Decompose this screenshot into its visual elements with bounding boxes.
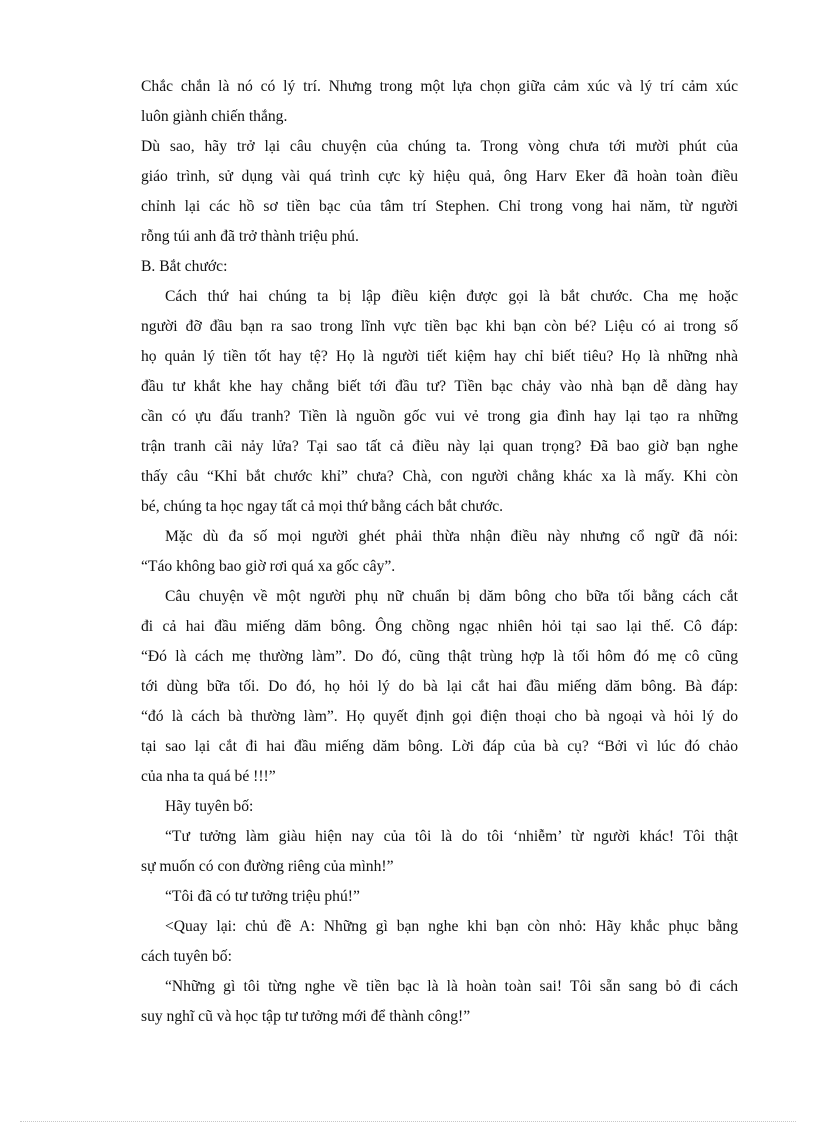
text-line: cách tuyên bố: xyxy=(141,948,232,965)
text-line: “Táo không bao giờ rơi quá xa gốc cây”. xyxy=(141,558,396,575)
page-bottom-divider xyxy=(20,1121,796,1122)
text-line: bé, chúng ta học ngay tất cả mọi thứ bằng cách bắt chước. xyxy=(141,498,504,515)
body-text xyxy=(141,72,738,1032)
text-line: <Quay lại: chủ đề A: Những gì bạn nghe khi bạn còn nhỏ: Hãy khắc phục bằng xyxy=(165,918,738,935)
text-line: Chắc chắn là nó có lý trí. Nhưng trong một lựa chọn giữa cảm xúc và lý trí cảm xúc xyxy=(141,78,738,95)
text-line: đầu tư khắt khe hay chẳng biết tới đầu tư? Tiền bạc chảy vào nhà bạn dễ dàng hay xyxy=(141,378,738,395)
text-line: trận tranh cãi nảy lửa? Tại sao tất cả điều này lại quan trọng? Đã bao giờ bạn nghe xyxy=(141,438,738,455)
text-line: B. Bắt chước: xyxy=(141,258,228,275)
text-line: cần có ựu đấu tranh? Tiền là nguồn gốc vui vẻ trong gia đình hay lại tạo ra những xyxy=(141,408,738,425)
text-line: Hãy tuyên bố: xyxy=(165,798,254,815)
text-line: “Tư tưởng làm giàu hiện nay của tôi là do tôi ‘nhiễm’ từ người khác! Tôi thật xyxy=(165,828,738,845)
text-line: “đó là cách bà thường làm”. Họ quyết định gọi điện thoại cho bà ngoại và hỏi lý do xyxy=(141,708,738,725)
text-line: “Những gì tôi từng nghe về tiền bạc là là hoàn toàn sai! Tôi sẵn sang bỏ đi cách xyxy=(165,978,738,995)
text-line: “Đó là cách mẹ thường làm”. Do đó, cũng thật trùng hợp là tối hôm đó mẹ cô cũng xyxy=(141,648,738,665)
text-line: rỗng túi anh đã trở thành triệu phú. xyxy=(141,228,359,245)
text-line: tới dùng bữa tối. Do đó, họ hỏi lý do bà lại cắt hai đầu miếng dăm bông. Bà đáp: xyxy=(141,678,738,695)
text-line: Mặc dù đa số mọi người ghét phải thừa nhận điều này nhưng cổ ngữ đã nói: xyxy=(165,528,738,545)
text-line: người đỡ đầu bạn ra sao trong lĩnh vực tiền bạc khi bạn còn bé? Liệu có ai trong số xyxy=(141,318,738,335)
text-line: Câu chuyện về một người phụ nữ chuẩn bị dăm bông cho bữa tối bằng cách cắt xyxy=(165,588,738,605)
text-line: đi cả hai đầu miếng dăm bông. Ông chồng ngạc nhiên hỏi tại sao lại thế. Cô đáp: xyxy=(141,618,738,635)
text-line: suy nghĩ cũ và học tập tư tưởng mới để thành công!” xyxy=(141,1008,471,1025)
text-line: Dù sao, hãy trở lại câu chuyện của chúng ta. Trong vòng chưa tới mười phút của xyxy=(141,138,738,155)
text-line: thấy câu “Khỉ bắt chước khỉ” chưa? Chà, con người chẳng khác xa là mấy. Khi còn xyxy=(141,468,738,485)
text-line: tại sao lại cắt đi hai đầu miếng dăm bông. Lời đáp của bà cụ? “Bởi vì lúc đó chảo xyxy=(141,738,738,755)
text-line: của nha ta quá bé !!!” xyxy=(141,768,276,785)
text-line: luôn giành chiến thắng. xyxy=(141,108,288,125)
text-line: sự muốn có con đường riêng của mình!” xyxy=(141,858,394,875)
text-line: giáo trình, sử dụng vài quá trình cực kỳ hiệu quả, ông Harv Eker đã hoàn toàn điều xyxy=(141,168,738,185)
text-line: “Tôi đã có tư tưởng triệu phú!” xyxy=(165,888,360,905)
text-line: Cách thứ hai chúng ta bị lập điều kiện được gọi là bắt chước. Cha mẹ hoặc xyxy=(165,288,738,305)
text-line: họ quản lý tiền tốt hay tệ? Họ là người tiết kiệm hay chỉ biết tiêu? Họ là những nhà xyxy=(141,348,738,365)
text-line: chỉnh lại các hồ sơ tiền bạc của tâm trí Stephen. Chỉ trong vong hai năm, từ người xyxy=(141,198,738,215)
